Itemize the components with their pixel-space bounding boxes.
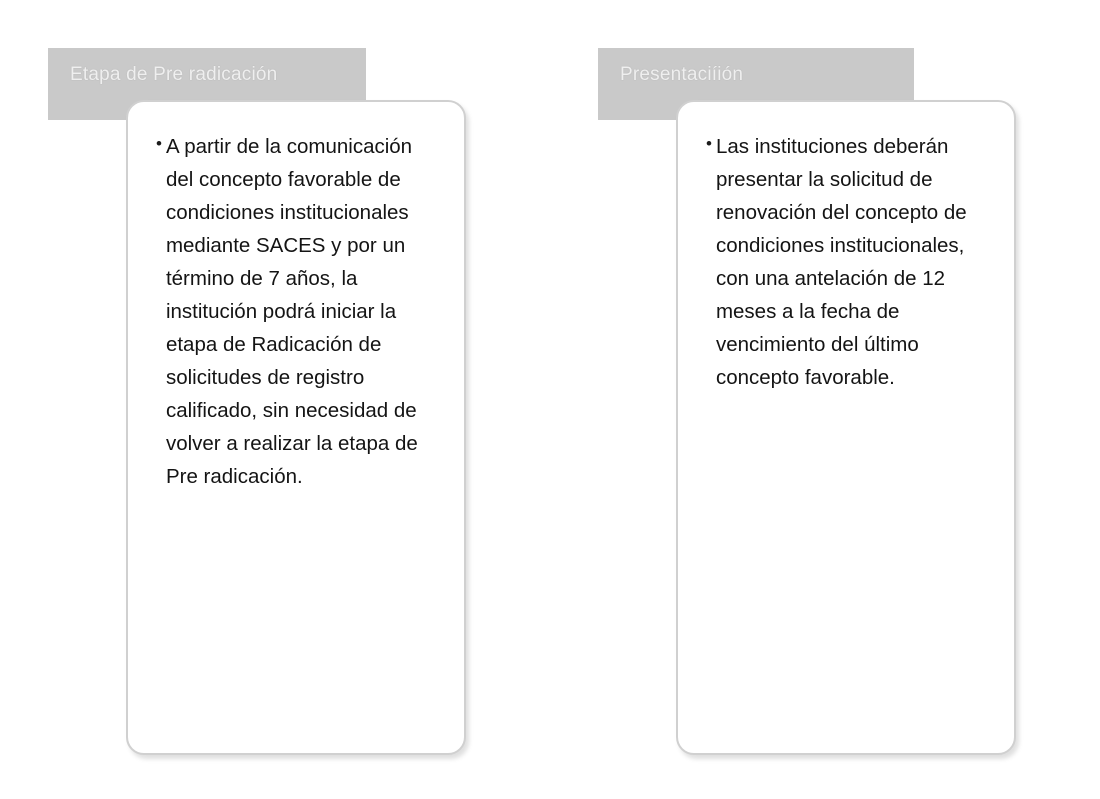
panel-pre-radicacion-tab-label: Etapa de Pre radicación xyxy=(70,64,278,85)
bullet-item xyxy=(156,130,444,493)
bullet-marker-icon: • xyxy=(706,134,712,153)
panel-pre-radicacion-card xyxy=(126,100,466,755)
panel-pre-radicacion xyxy=(48,48,478,728)
panel-presentacion xyxy=(598,48,1028,728)
panel-presentacion-tab-label: Presentaciíión xyxy=(620,64,744,85)
panel-pre-radicacion-body-text: A partir de la comunicación del concepto favorable de condiciones institucionales mediante SACES y por un término de 7 años, la institución podrá iniciar la etapa de Radicación de solicitudes de registro calificado, sin necesidad de volver a realizar la etapa de Pre radicación. xyxy=(165,135,418,488)
bullet-marker-icon: • xyxy=(156,134,162,153)
panel-presentacion-card xyxy=(676,100,1016,755)
bullet-item xyxy=(706,130,994,394)
panel-presentacion-body-text: Las instituciones deberán presentar la solicitud de renovación del concepto de condiciones institucionales, con una antelación de 12 meses a la fecha de vencimiento del último concepto favorable. xyxy=(715,135,967,389)
